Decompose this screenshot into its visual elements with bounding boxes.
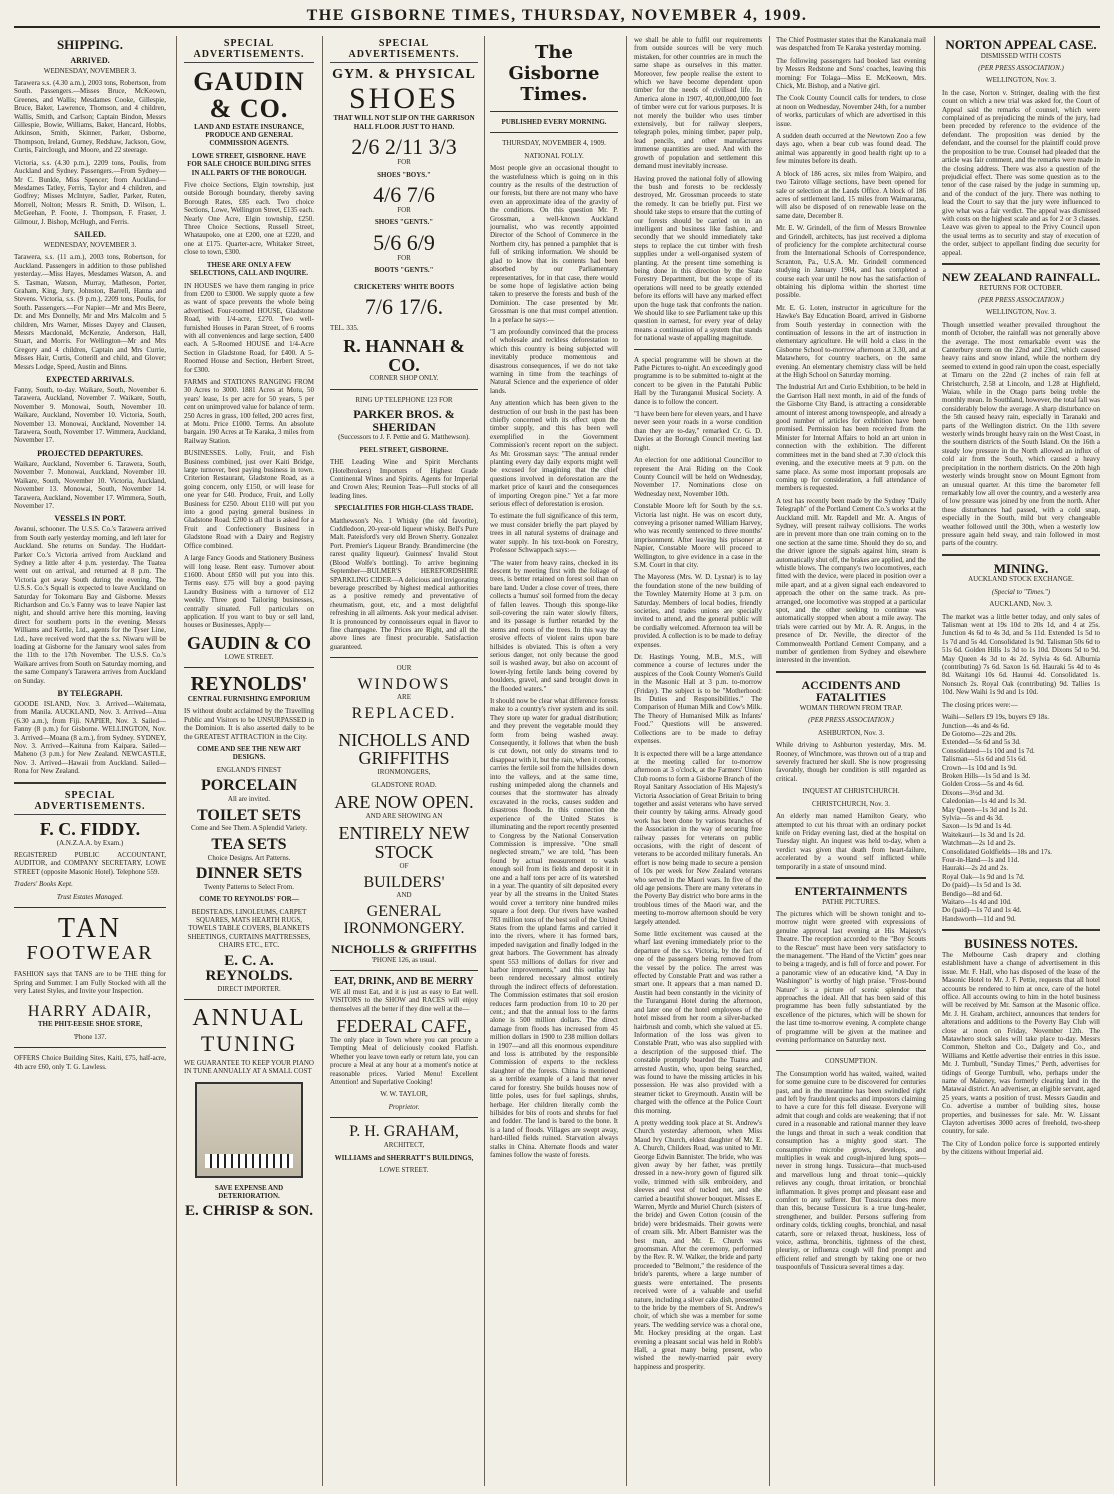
tel: TEL. 335.: [330, 324, 359, 333]
eca-sub: DIRECT IMPORTER.: [217, 985, 281, 994]
prop: Proprietor.: [388, 1102, 420, 1111]
consumption-heading: CONSUMPTION.: [824, 1057, 878, 1066]
masthead: [14, 6, 1100, 28]
spec-text: Matthewson's No. 1 Whisky (the old favorite), Cuddledoon, 20-year-old liqueur whisky. Bell's Pure Malt. Pateisford's very old Brown Sherry. Gonzalez Port. Premier's Liqueur Brandy. Brandimercine (the rarest quality liqueur). Guinness' Invalid Stout (Blood Wolfe's bottling). To arrive beginning September—BULMER'S HEREFORDSHIRE SPARKLING CIDER—A delicious and invigorating beverage prescribed by highest medical authorities as a positive remedy and preventative of rheumatism, gout, etc, and a most delightful refreshing in all ailments. Ask your medical adviser. It is pronounced by connoisseurs equal in flavor to fine champagne. The Prices are Right, and all the above lines are finest procurable. Satisfaction guaranteed.: [330, 516, 478, 651]
business-heading: BUSINESS NOTES.: [964, 936, 1078, 952]
expected-text: Fanny, South, to-day. Waikare, South, November 6. Tarawera, Auckland, November 7. Waikare, South, November 9. Monowai, South, November 10. Waikare, Auckland, November 10. Victoria, South, November 13. Monowai, Auckland, November 14. Tarawera, South, November 17. Wimmera, Auckland, November 17.: [14, 386, 166, 445]
appeal-heading: NORTON APPEAL CASE.: [945, 37, 1097, 52]
news-p1: we shall be able to fulfil our requirements from outside sources will be very much mistaken, for other countries are in much the same shape as ourselves in this matter. Moreover, few people realise the extent to which we have become dependent upon timber for the needs of civilised life. In America alone in 1907, 40,000,000,000 feet of timber were cut for various purposes. It is not merely the builder who uses timber extensively, but for railway sleepers, telegraph poles, mining timber, paper pulp, lead pencils, and other manufactures immense quantities are used. And with the growth of population and settlement this demand must inevitably increase.: [634, 36, 762, 171]
stock-list: [942, 713, 1100, 923]
editorial-p4: To estimate the full significance of this term, we must consider briefly the part played by trees in all natural systems of drainage and water supply. In his text-book on Forestry, Professor Schwappach says:—: [490, 512, 618, 555]
accidents-heading: ACCIDENTS AND FATALITIES: [801, 677, 901, 705]
stock: STOCK: [374, 842, 434, 863]
shoes-text: THAT WILL NOT SLIP ON THE GARRISON HALL FLOOR JUST TO HAND.: [333, 114, 475, 131]
parker: PARKER BROS. & SHERIDAN: [353, 407, 455, 434]
stock-line: Golden Cross—5s and 4s 6d.: [942, 780, 1024, 789]
glad: GLADSTONE ROAD.: [371, 780, 437, 789]
of: OF: [399, 862, 409, 871]
stock-line: Waihi—Sellers £9 19s, buyers £9 18s.: [942, 713, 1049, 722]
news-p2: Having proved the national folly of allowing the bush and forests to be recklessly destroyed, Mr. Grossman proceeds to state the remedy. It can be briefly put. First we should take steps to ensure that the cutting of our forests should be carried on in an intelligent and business like fashion, and secondly that we should immediately take steps to replace the cut timber with fresh supplies under a well-organised system of planting. At the present time something is being done in this direction by the State Forestry Department, but the scope of its operations will need to be greatly extended before its efforts will have any marked effect upon the huge task that confronts the nation. We should like to see Parliament take up this question in earnest, for every year of delay means a continuation of a system that stands for national waste of appalling magnitude.: [634, 174, 762, 343]
for3: FOR: [397, 253, 411, 262]
porcelain: PORCELAIN: [200, 777, 297, 795]
reynolds-see: COME AND SEE THE NEW ART DESIGNS.: [197, 745, 301, 762]
sailed-text: Tarawera, s.s. (11 a.m.), 2003 tons, Robertson, for Auckland. Passengers in addition to those published yesterday.—Miss Hayes, Mesdames Watson, A. and S. Tasman, Watson, Murray, Matheson, Porter, Graham, King, Jury, Johnston, Barrell, Hanna and Stevens. Victoria, s.s. (9 p.m.), 2209 tons, Poulis, for South. Passengers.—For Napier—Mr and Mrs Beere, Dr. and Mrs Donnelly, Mr and Mrs Malcolm and 5 children, Mrs Warner, Misses Dayey and Clausen, Messrs Macdonald, McKenzie, Anderson, Hall, Stuart, and Morris. For Wellington—Mr and Mrs Gregory and 4 children, Captain and Mrs Currie, Misses Hair, Curtis, Cotterill and child, and Glover; Messrs Lodge, Speed, Austin and Binns.: [14, 253, 166, 371]
column-shipping: [14, 36, 166, 1486]
chch-text: An elderly man named Hamilton Geary, who attempted to cut his throat with an ordinary pocket knife on Friday evening last, died at the hospital on Tuesday night. An inquest was held to-day, when a verdict was given that death from heart-failure, accelerated by a wound self inflicted while temporarily in a state of unsound mind.: [776, 812, 926, 871]
stock-line: Handsworth—11d and 9d.: [942, 914, 1016, 923]
expected-heading: EXPECTED ARRIVALS.: [46, 375, 134, 385]
stock-line: Caledonian—1s 4d and 1s 3d.: [942, 797, 1027, 806]
builders: BUILDERS': [363, 873, 445, 891]
arrived-text: Tarawera s.s. (4.30 a.m.), 2003 tons, Robertson, from South. Passengers.—Misses Bruce, McKeown, Greenes, and Wallis; Mesdames Cooke, Gillespie, Bruce, Baker, Lawrence, Thomson, and 4 children, Wallis, Smith, and Carlson; Captain Bindon, Messrs Gillespie, Bowie, Williams, Baker, Hancard, Hobbs, Atkinson, Smith, Skinner, Parker, Osborne, Thompson, Ireland, Gurney, Redshaw, Jackson, Gow, Curtis, Fairclough, and Moore, and 22 steerage.: [14, 79, 166, 155]
dinner-sets: DINNER SETS: [195, 864, 303, 882]
reynolds-sub: CENTRAL FURNISHING EMPORIUM: [187, 695, 311, 704]
column-news: [634, 36, 762, 1486]
dinner-sub: Twenty Patterns to Select From.: [204, 882, 294, 891]
boys: SHOES "BOYS.": [377, 170, 431, 179]
projected-heading: PROJECTED DEPARTURES.: [37, 448, 143, 458]
appeal-text: In the case, Norton v. Stringer, dealing with the first count on which a new trial was asked for, the Court of Appeal said the remarks of counsel, which were complained of as prejudicing the minds of the jury, had been preceded by reference to the evidence of the defendant. The proposition was denied by the defendant, and the counsel for the plaintiff could prove the proposition to be true. Counsel had pleaded that the article was fair comment, and the remarks were made in the closing address. There was also a question of the prejudicial effect. There was some question as to the tenor of the case raised by the judge in summing up, and of the conduct of the jury. There was nothing to lead the Court to say that the jury were influenced to give what was a fair verdict. The appeal was dismissed with costs on the highest scale and as for 2 or 3 classes. Leave was given to appeal to the Privy Council upon the usual terms as to security and stay of execution of the order, subject to appellant finding due security for appeal.: [942, 88, 1100, 257]
paper-title: The Gisborne Times.: [508, 42, 600, 105]
hannah: R. HANNAH & CO.: [343, 335, 465, 375]
divider: [942, 263, 1100, 265]
column-rule: [322, 36, 323, 1486]
local-p4: A sudden death occurred at the Newtown Zoo a few days ago, when a bear cub was found dead. The animal was apparently in good health right up to a few minutes before its death.: [776, 132, 926, 166]
annual: ANNUAL: [192, 1005, 306, 1032]
divider: [942, 929, 1100, 931]
editorial-p5: "The water from heavy rains, checked in its descent by meeting first with the foliage of trees, is better retained on forest soil than on bare land. Under a close cover of trees, there collects a 'humus' soil formed from the decay of fallen leaves. Though this sponge-like soil-covering the rain water slowly filters, and its passage is further retarded by the stems and roots of the trees. In this way the erosive effects of violent rains upon bare hillsides is obviated. This is often a very serious danger, not only because the good soil is washed away, but also on account of lower-lying fertile lands being covered by boulders, gravel, and sand brought down in the flooded waters.": [490, 558, 618, 693]
news-p8: Dr. Hastings Young, M.B., M.S., will commence a course of lectures under the auspices of the Cook County Women's Guild in the Masonic Hall at 3 p.m. to-morrow (Friday). The subject is to be "Motherhood: Its Duties and Responsibilities." The Comparison of Human Milk and Cow's Milk. The Theory of Humanised Milk as Infants' Food." Questions will be answered. Collections are to be made to defray expenses.: [634, 653, 762, 746]
divider: [14, 782, 166, 784]
shipping-heading: SHIPPING.: [56, 37, 124, 52]
arrived-heading: ARRIVED.: [70, 55, 110, 65]
gaudin-text1: LOWE STREET, GISBORNE. HAVE FOR SALE CHOICE BUILDING SITES IN ALL PARTS OF THE BOROUGH.: [187, 151, 311, 177]
mining-text: The market was a little better today, and only sales of Talisman went at 19s 10d to 20s 1d, and 4 at 25s. Junction 4s 6d to 4s 3d, and 5s 11d. Extended 1s 5d to 1s 7d and 5s 4d. Consolidated 1s 9d. Talisman 50s 6d to 51s 6d. Golden Hills 1s 3d to 1s 10d. Dixons 5d to 9d. May Queen 4s 3d to 4s 2d. Sylvia 4s 6d. Alburnia (contributing) 7s 6d. Saxon 1s 6d. Hauraki 5s 4d to 4s 8d. Waitangi 10s 6d. Haunui 4d. Consolidated 1s. Nonsuch 2s. Royal Oak (contributing) 9d. Tallies 1s 10d. New Waihi 1s 9d and 1s 10d.: [942, 612, 1100, 697]
masthead-title: THE GISBORNE TIMES, THURSDAY, NOVEMBER 4, 1909.: [306, 7, 808, 24]
federal-text: The only place in Town where you can procure a Tempting Meal of deliciously cooked Flatfish. Whether you leave town early or return late, you can procure a Meal at any hour at a moment's notice at reasonable prices. Varied Menu! Excellent Attention! and Superlative Cooking!: [330, 1036, 478, 1087]
pathe-text: The pictures which will be shown tonight and to-morrow night were greeted with expressions of genuine approval last evening at His Majesty's Theatre. The reception accorded to the "Boy Scouts to the Rescue" must have been very satisfactory to the management. "The Hand of the Victim" goes near to being a tragedy, and is full of force and power. For a panoramic view of an educative kind, "A Day in Washington" is worthy of high praise. "Frost-bound Nature" is a picture of scenic splendor that approaches the ideal. All that has been said of this programme has been fully substantiated by the excellence of the pictures, which will be shown for the last time to-morrow evening. A complete change of programme will be given at the matinee and evening performance on Saturday next.: [776, 909, 926, 1045]
nicholls: NICHOLLS AND GRIFFITHS: [338, 729, 470, 769]
press-association: (PER PRESS ASSOCIATION.): [808, 716, 894, 725]
tea-sub: Choice Designs. Art Patterns.: [207, 853, 291, 862]
closing: The closing prices were:—: [942, 700, 1018, 709]
specialities: SPECIALITIES FOR HIGH-CLASS TRADE.: [334, 504, 474, 513]
gaudin-text7: A large Fancy Goods and Stationery Business will long lease. Rent easy. Turnover about £1600. About £850 will put you into this. Terms easy. £75 will buy a good paying Laundry Business with a turnover of £12 weekly. Three good Tailoring businesses, centrally situated. Full particulars on application. If you want to buy or sell land, houses or Businesses, Apply—: [184, 554, 314, 630]
ashburton-text: While driving to Ashburton yesterday, Mrs. M. Rooney, of Winchmore, was thrown out of a trap and severely fractured her skull. She is now progressing favorably, though her condition is still regarded as critical.: [776, 741, 926, 783]
gaudin-foot2: LOWE STREET.: [224, 652, 274, 661]
news-p6: Constable Moore left for South by the s.s. Victoria last night. He was on escort duty, conveying a prisoner named William Harvey, who was recently sentenced to three months' imprisonment. After leaving his prisoner at Napier, Constable Moore will proceed to Wellington, to give evidence in a case in the S.M. Court in that city.: [634, 502, 762, 569]
iron: IRONMONGERS,: [377, 768, 431, 777]
news-p3: A special programme will be shown at the Pathe Pictures to-night. An exceedingly good programme is to be submitted to-night at the concert to be given in the Patutahi Public Hall by the Turanganui Musical Society. A dance is to follow the concert.: [634, 355, 762, 406]
stock-line: Bendigo—8d and 6d.: [942, 889, 1003, 898]
news-p4: "I have been here for eleven years, and I have never seen your roads in a worse condition than they are to-day," remarked Cr. G. D. Davies at the Borough Council meeting last night.: [634, 410, 762, 452]
adair-name: HARRY ADAIR,: [27, 1002, 153, 1020]
tuning-text: WE GUARANTEE TO KEEP YOUR PIANO IN TUNE ANNUALLY AT A SMALL COST: [184, 1058, 314, 1076]
published: PUBLISHED EVERY MORNING.: [501, 118, 607, 126]
items-list: BEDSTEADS, LINOLEUMS, CARPET SQUARES, MATS HEARTH RUGS, TOWELS TABLE COVERS, BLANKETS SHEETINGS, CURTAINS MATTRESSES, CHAIRS ETC., ETC.: [187, 907, 311, 950]
fiddy-foot2: Trust Estates Managed.: [56, 892, 124, 901]
cricket: CRICKETERS' WHITE BOOTS: [353, 282, 455, 291]
price3: 5/6 6/9: [373, 229, 435, 255]
graham: P. H. GRAHAM,: [349, 1123, 459, 1141]
stock-line: Extended—5s 6d and 5s 3d.: [942, 738, 1021, 747]
divider: [330, 1117, 478, 1118]
piano-keys: [205, 1154, 293, 1168]
stock-line: Junction—4s and 4s 6d.: [942, 721, 1010, 730]
parker-addr: PEEL STREET, GISBORNE.: [359, 445, 449, 454]
windows: WINDOWS: [357, 675, 451, 693]
eat: EAT, DRINK, AND BE MERRY: [334, 976, 474, 988]
stock-line: Crown—1s 10d and 1s 9d.: [942, 763, 1017, 772]
divider: [942, 554, 1100, 556]
federal: FEDERAL CAFE,: [336, 1016, 472, 1037]
bottom-ad: OFFERS Choice Building Sites, Kaiti, £75, half-acre, 4th acre £60, only T. G. Lawless.: [14, 1054, 166, 1071]
news-p9: It is expected there will be a large attendance at the meeting called for to-morrow afternoon at 3 o'clock, at the Farmers' Union Club rooms to form a Gisborne Branch of the Royal Sanitary Association of His Majesty's Victoria Association of Great Britain to bring together and assist veterans who have served their country by taking arms. Already good work has been done by various branches of the Association in the way of securing free railway passes for veterans on public occasions, with the right of descent of veterans to be accorded military funerals. An effort is now being made to secure a pension of 10s per week for New Zealand veterans who served in the Maori wars. In five of the old age pensions. There are many veterans in the Poverty Bay district who bore arms in the troublous times of the Maori war, and the meeting to-morrow afternoon should be very largely attended.: [634, 749, 762, 926]
nicholls2: NICHOLLS & GRIFFITHS: [331, 942, 477, 957]
local-p5: A block of 186 acres, six miles from Waipiro, and two Tairoto village sections, have been opened for sale or selection at the Lands Office. A block of 186 acres of settlement land, 15 miles from Waimarama, will also be disposed of on renewable lease on the same date, December 8.: [776, 169, 926, 220]
gaudin-title: GAUDIN & CO.: [193, 67, 305, 124]
tea-sets: TEA SETS: [211, 835, 287, 853]
vessels-heading: VESSELS IN PORT.: [54, 514, 126, 524]
eca-reynolds: E. C. A. REYNOLDS.: [205, 952, 293, 985]
divider: [776, 877, 926, 879]
fiddy-text: REGISTERED PUBLIC ACCOUNTANT, AUDITOR, and COMPANY SECRETARY, LOWE STREET (opposite Masonic Hotel). Telephone 559.: [14, 851, 166, 876]
news-p10: Some little excitement was caused at the wharf last evening immediately prior to the departure of the s.s. Victoria, by the fact of one of the passengers being removed from the vessel by the police. The arrest was effected by Constable Pratt and was rather a smart one. It appears that a man named D. Austin had been constantly in the vicinity of the Turanganui Hotel during the afternoon, and later one of the hotel employees of the hotel missed from her room a silver-backed hairbrush and comb, which she valued at £5. Information of the loss was given to Constable Pratt, who was also supplied with a description of the supposed thief. The constable promptly boarded the Tuatea and arrested Austin, who, upon being searched, was found to have the missing articles in his possession. He was also provided with a steamer ticket to Greymouth. Austin will be charged with the offence at the Police Court this morning.: [634, 930, 762, 1115]
stock-line: De Gotomo—22s and 20s.: [942, 729, 1017, 738]
special: (Special to "Times."): [991, 587, 1051, 596]
stock-line: Saxon—1s 9d and 1s 4d.: [942, 822, 1012, 831]
architect: ARCHITECT,: [383, 1141, 425, 1150]
stock-line: Watchman—2s 1d and 2s.: [942, 839, 1016, 848]
wgtn2-dateline: WELLINGTON, Nov. 3.: [986, 308, 1056, 317]
gaudin-text5: FARMS and STATIONS RANGING FROM 30 Acres to 3000. 1881 Acres at Motu, 50 years' lease, 1s per acre for 50 years, 5 per cent on unimproved value for balance of term. 250 Acres in grass, 100 felled, 200 acres first, at Motu. Price £1000. Terms. An absolute bargain. 190 Acres at Te Karaka, 3 miles from Railway Station.: [184, 377, 314, 445]
gaudin-text2: Five choice Sections, Elgin township, just outside Borough boundary, thereby saving Borough Rates, £85 each. Two choice Sections, Lowe, Wellington Street, £135 each. Nearly One Acre, Elgin township, £250. Three Choice Sections, Russell Street, Whataupoko, one at £200, one at £220, and one at £175. Quarter-acre, Whitaker Street, close to town, £300.: [184, 181, 314, 257]
ironmongery: IRONMONGERY.: [343, 919, 465, 937]
adair-shop: THE PHIT-EESIE SHOE STORE,: [37, 1020, 143, 1029]
ashburton-dateline: ASHBURTON, Nov. 3.: [817, 728, 885, 737]
special-ads-heading: SPECIAL ADVERTISEMENTS.: [184, 38, 314, 63]
price1: 2/6 2/11 3/3: [351, 134, 457, 159]
toilet-sub: Come and See Them. A Splendid Variety.: [191, 824, 307, 833]
stock-line: Do (paid)—1s 7d and 1s 4d.: [942, 906, 1022, 915]
gaudin-foot: GAUDIN & CO: [187, 632, 311, 653]
telegraph-heading: BY TELEGRAPH.: [57, 689, 123, 699]
news-p7: The Mayoress (Mrs. W. D. Lysnar) is to lay the foundation stone of the new building of the Townley Maternity Home at 3 p.m. on Saturday. Members of local bodies, friendly societies, and trades unions are specially invited to attend, and the general public will be cordially welcomed. Afternoon tea will be provided. A collection is to be made to defray expenses.: [634, 573, 762, 649]
column-editorial: [490, 36, 618, 1486]
parker-sub: (Successors to J. F. Pettie and G. Matthewson).: [338, 433, 470, 442]
local-p9: A test has recently been made by the Sydney "Daily Telegraph" of the Portland Cement Co.'s works at the Auckland mill. Mr. Rapdell and Mr. A. Angus of Sydney, will present railway collisions. The works are in prevent more than one train coming on to the one section at the same time. Should they do so, and the driver ignore the signals against him, steam is automatically shut off, the brakes are applied, and the whistle blows. The company's two locomotives, each fitted with the device, were placed in position over a mile apart, and at a given signal each endeavored to approach the other on the same track. As pre-arranged, one locomotive was stopped at a particular spot, and the other seeking to continue was automatically stopped when about a mile away. The trials were carried out by Mr. A. R. Angus, in the presence of Dr. Neville, the director of the Commonwealth Portland Cement Company, and a number of gentlemen from Sydney and elsewhere interested in the invention.: [776, 496, 926, 665]
telegraph-text: GOODE ISLAND, Nov. 3. Arrived—Waitemata, from Manila. AUCKLAND, Nov. 3. Arrived—Atua (6.30 a.m.), from Fiji. NAPIER, Nov. 3. Sailed—Fanny (8 p.m.) for Gisborne. WELLINGTON, Nov. 3. Arrived—Moana (8 a.m.), from Sydney. SYDNEY, Nov. 3. Arrived—Kaituna from Kaipara. Sailed—Maheno (3 p.m.) for New Zealand. NEWCASTLE, Nov. 3. Arrived—Hawaii from Auckland. Sailed—Rona for New Zealand.: [14, 700, 166, 776]
entirely: ENTIRELY NEW: [338, 823, 470, 844]
parker-text: THE Leading Wine and Spirit Merchants (Hotelbrokers) Importers of Highest Grade Continental Wines and Spirits. Agents for Imperial and Crown Ales; Reunion Teas—Full stocks of all leading lines.: [330, 458, 478, 500]
open: ARE NOW OPEN.: [334, 792, 474, 813]
gaudin-text6: BUSINESSES. Lolly, Fruit, and Fish Business combined, just over Kaiti Bridge, large turnover, best paying business in town. Criterion Restaurant, Gladstone Road, as a going concern, only £150, or will lease for one year for £40. Produce, Fruit, and Lolly Business for £250. About £110 will put you into a good paying general business in Gladstone Road. £200 is all that is asked for a Fruit and Confectionery Business in Gladstone Road with a Dairy and Registry Office combined.: [184, 449, 314, 550]
local-p2: The following passengers had booked last evening by Messrs Redstone and Sons' coaches, leaving this morning: For Tolaga—Miss E. McKeown, Mrs. Chick, Mr. Bishop, and a Native girl.: [776, 56, 926, 91]
local-p1: The Chief Postmaster states that the Kanakanaia mail was despatched from Te Karaka yesterday morning.: [776, 36, 926, 53]
local-p6: Mr. E. W. Grindell, of the firm of Messrs Brownlee and Grindell, architects, has just received a diploma of proficiency for the complete architectural course from the International Schools of Correspondence, Scranton, Pa., U.S.A. Mr. Grindell commenced studying in January 1904, and has completed a course each year until he now has the satisfaction of obtaining his diploma within the shortest time possible.: [776, 224, 926, 300]
column-rule: [484, 36, 485, 1486]
stock-line: Consolidated—1s 10d and 1s 7d.: [942, 746, 1035, 755]
projected-text: Waikare, Auckland, November 6. Tarawera, South, November 7. Monowai, Auckland, November 10. Waikare, South, November 10. Victoria, Auckland, November 13. Monowai, South, November 14. Tarawera, Auckland, November 17. Wimmera, South, November 17.: [14, 459, 166, 510]
akl-dateline: AUCKLAND, Nov. 3.: [989, 600, 1053, 609]
england: ENGLAND'S FINEST: [216, 765, 282, 774]
entertainments-heading: ENTERTAINMENTS: [794, 883, 908, 898]
woman-heading: WOMAN THROWN FROM TRAP.: [799, 704, 903, 713]
inquest-heading: INQUEST AT CHRISTCHURCH.: [802, 787, 900, 796]
victoria-text: Victoria, s.s. (4.30 p.m.), 2209 tons, Poulis, from Auckland and Sydney. Passengers.—From Sydney—Mr C. Bunkle, Miss Spencer; from Auckland—Mesdames Tatley, Ferris, Taylor and 4 children, and Godfrey; Misses McIntyre, Sadler, Parker, Ruten, Morrell, Nolton; Messrs R. Smith, D. Wilson, L. McGeehan, P. Foote, J. Thompson, F. Fraser, J. Gilmour, J. Bishop, McHugh, and Ferris.: [14, 158, 166, 226]
divider: [330, 970, 478, 971]
wgtn-dateline: WELLINGTON, Nov. 3.: [986, 76, 1056, 85]
fiddy-foot1: Traders' Books Kept.: [14, 880, 73, 889]
special-ads-heading: SPECIAL ADVERTISEMENTS.: [14, 790, 166, 815]
local-p3: The Cook County Council calls for tenders, to close at noon on Wednesday, November 24th, for a number of works, particulars of which are advertised in this issue.: [776, 94, 926, 128]
come-to: COME TO REYNOLDS' FOR—: [199, 895, 299, 904]
local-p8: The Industrial Art and Curio Exhibition, to be held in the Garrison Hall next month, in aid of the funds of the Gisborne City Band, is attracting a considerable amount of interest among townspeople, and already a good number of articles for exhibition have been promised. Permission has been received from the Minister for Internal Affairs to hold an art union in connection with the exhibition. The different committees met in the band shed at 7.30 o'clock this evening, and the executive meets at 9 p.m. on the same place. As some most important proposals are coming up for consideration, a full attendance of members is requested.: [776, 383, 926, 493]
our: OUR: [396, 664, 412, 673]
special-ads-heading: SPECIAL ADVERTISEMENTS.: [330, 38, 478, 63]
editorial-p6: It should now be clear what difference forests make to a country's river system and its soil. They store up water for gradual distribution; and they prevent the vegetable mould they form from being washed away. Consequently, it follows that when the bush is cut down, not only do streams tend to disappear with it, but the rain, when it comes, carries the fertile soil from the hillsides down into the valleys, and at the same time, rushing unimpeded along the channels and courses that the stormwater has already excavated in the rocks, causes sudden and disastrous floods. In this connection the experience of the United States is illuminating and the report recently presented to Congress by the National Conservation Commission is impressive. "One small neglected stream," we are told, "has been found by actual measurement to wash enough soil from its fields and deposit it in one and a half tons per acre of its watershed in a year. The quantity of silt deposited every year by all the streams in the United States would cover a territory nine hundred miles square a foot deep. Our rivers have washed 783 million tons of the best soil of the United States from the upland farms and carried it into the rivers, where it has formed bars, impeded navigation and finally lodged in the great harbors. The Government has already spent 553 millions of dollars for river and harbor improvements," and this outlay has been rendered necessary almost entirely through the indirect effects of deforestation. The Commission estimates that soil erosion reduces farm production from 10 to 20 per cent.; and that the annual loss to the farms alone is 500 million dollars. The direct damage from floods has increased from 45 million dollars in 1900 to 238 million dollars in 1907—and all this enormous expenditure and loss is attributed by the responsible Commission of experts to the reckless slaughter of the forests. China is mentioned as a terrible example of a land that never cared for forestry. She builds houses now of little poles, uses for fuel saplings, shrubs, herbage. Her children literally comb the hillsides for bits of roots and shrubs for fuel and fodder. The land is bared to the bone. It is a land of floods. Villages are swept away, hard-tilled fields ruined. Starvation always stalks in China. Alternate floods and water famines follow the waste of forests.: [490, 697, 618, 1159]
porcelain-sub: All are invited.: [227, 795, 271, 804]
divider: [490, 132, 618, 133]
eat-text: WE all must Eat, and it is just as easy to Eat well. VISITORS to the SHOW and RACES will enjoy themselves all the better if they dine well at the—: [330, 987, 478, 1013]
dismissed: DISMISSED WITH COSTS: [980, 51, 1062, 60]
mining-heading: MINING.: [993, 560, 1049, 576]
news-p5: An election for one additional Councillor to represent the Arai Riding on the Cook County Council will be held on Wednesday, November 17. Nominations close on Wednesday next, November 10th.: [634, 456, 762, 498]
stock-line: Hauraki—2s 2d and 2s.: [942, 864, 1009, 873]
returns: RETURNS FOR OCTOBER.: [979, 283, 1063, 292]
divider: [14, 907, 166, 908]
divider: [184, 999, 314, 1000]
stock-line: Waitaro—1s 4d and 10d.: [942, 898, 1012, 907]
gaudin-text3: THESE ARE ONLY A FEW SELECTIONS, CALL AND INQUIRE.: [189, 260, 309, 278]
vessels-text: Awanui, schooner. The U.S.S. Co.'s Tarawera arrived from South early yesterday morning, and left later for Auckland. She returns on Sunday. The Huddart-Parker Co.'s Victoria arrived from Auckland and Sydney a little after 4 p.m. yesterday. The Tuatea went out on arrival, and returned at 8 p.m. The Victoria got away South during the evening. The U.S.S. Co.'s Squall is expected to leave Auckland on Saturday for Tokomaru Bay and Gisborne. Messrs Richardson and Co.'s Fanny was to leave Napier last night, and should arrive here this morning, leaving direct for southern ports in the evening. Messrs Williams and Kettle, Ltd., agents for the Tyser Line, Ltd., have received word that the s.s. Niwaru will be loading at Gisborne for the January wool sales from the 11th to the 17th November. The U.S.S. Co.'s Waikare arrives from South on Saturday morning, and the same Company's Tarawera arrives from Auckland on Sunday.: [14, 525, 166, 685]
leader-title: NATIONAL FOLLY.: [524, 151, 584, 160]
toilet-sets: TOILET SETS: [197, 806, 301, 824]
business-text: The Melbourne Cash drapery and clothing establishment have a change of advertisement in this issue. Mr. F. Hall, who has disposed of the lease of the Masonic Hotel to Mr. J. F. Pettie, requests that all hotel accounts be rendered to him at once, care of the hotel office. All accounts owing to him in the hotel business will be received by Mr. Samson at the Masonic office. Mr. J. H. Graham, architect, announces that tenders for alterations and additions to the Poverty Bay Club will close at noon on Friday, November 12th. The Matawhero stock sales will take place to-day. Messrs Common, Shelton and Co., Dalgety and Co., and Williams and Kettle advertise their entries in this issue. Mr. J. Turnbull, "Sunday Times," Perth, advertises for tidings of George Turnbull, who, perhaps under the name of Maloney, was formerly clearing land in the Matawai district. An advertiser, an eligible servant, aged 25 years, wants a position of trust. Messrs Gaudin and Co. advertise a number of building sites, house properties, and businesses for sale. Mr. W. Lissant Clayton advertises 3000 acres of freehold, two-sheep country, for sale.: [942, 950, 1100, 1136]
general: GENERAL: [366, 902, 442, 920]
chch-dateline: CHRISTCHURCH, Nov. 3.: [812, 799, 890, 808]
fiddy-name: F. C. FIDDY.: [39, 818, 141, 839]
editorial-p3: Any attention which has been given to the destruction of our bush in the past has been chiefly concerned with its effect upon the timber supply, and this has been well exemplified in the Government Commission's recent report on the subject. As Mr. Grossman says: "The annual render planting every day daily exports might well be excused for imagining that the chief questions involved in deforestation are the market price of kauri and the consequences of importing Oregon pine." Yet a far more serious effect of deforestation is erosion.: [490, 399, 618, 509]
divider: [776, 1050, 926, 1051]
divider: [14, 1047, 166, 1048]
column-telegrams: [942, 36, 1100, 1486]
column-rule: [626, 36, 627, 1486]
editorial-p2: "I am profoundly convinced that the process of wholesale and reckless deforestation to which this country is being subjected will inevitably produce momentous and disastrous consequences, if we do not take warning in time from the teachings of Natural Science and the experience of older lands.: [490, 327, 618, 395]
shoes-heading: SHOES: [348, 81, 460, 115]
adair-phone: 'Phone 137.: [73, 1032, 107, 1041]
column-gaudin: [184, 36, 314, 1486]
stock-line: Royal Oak—1s 9d and 1s 7d.: [942, 872, 1025, 881]
divider: [184, 667, 314, 668]
stock-line: Waitekauri—1s 3d and 1s 2d.: [942, 830, 1025, 839]
price4: 7/6 17/6.: [364, 294, 444, 320]
tan-title: TAN: [57, 913, 123, 945]
stock-line: Talisman—51s 6d and 51s 6d.: [942, 755, 1027, 764]
pathe-heading: PATHE PICTURES.: [822, 897, 880, 906]
column-local: [776, 36, 926, 1486]
column-rule: [769, 36, 770, 1486]
sailed-heading: SAILED.: [74, 229, 106, 239]
editorial-p1: Most people give an occasional thought to the wastefulness which is going on in this country as the results of the destruction of our forests, but there are not many who have even an approximate idea of the gravity of the conditions. On this question Mr. P. Grossman, a well-known Auckland journalist, who was recently appointed Director of the School of Commerce in the Northern city, has penned a pamphlet that is full of striking information. We should be glad to know that its contents had been absorbed by our Parliamentary representatives, for in that case, there would be some hope of legislative action being taken to preserve the forests and bush of the Dominion. The case presented by Mr. Grossman is one that must compel attention. In a preface he says:—: [490, 164, 618, 324]
consumption-text: The Consumption world has waited, waited, waited for some genuine cure to be discovered for centuries past, and in the meantime has been swindled right and left by fraudulent quacks and impostors claiming to have a cure for this fell disease. Everyone will admit that cough and colds are weakening; that if not cured in a reasonable and rational manner they leave the lungs and throat in such a weak condition that consumption has a mighty good start. The consumptive microbe grows, develops, and multiplies in weak and cough-injured lung spots—never in strong lungs. Tussicura—that much-used and marvellous lung and throat tonic—quickly relieves any cough, throat irritation, or bronchial inflammation. It gives prompt and pleasant ease and comfort to any sufferer. But Tussicura does more than this, because Tussicura is a true lung-healer, strengthener, and builder. Persons suffering from ordinary colds, tickling coughs, bronchial, and nasal catarrh, sore or relaxed throat, huskiness, loss of voice, asthma, bronchitis, tightness of the chest, pleurisy, or influenza cough will find prompt and efficient relief and strength by taking one or two teaspoonfuls of Tussicura several times a day.: [776, 1069, 926, 1272]
stock-line: Sylvia—5s and 4s 3d.: [942, 813, 1004, 822]
gaudin-text4: IN HOUSES we have them ranging in price from £200 to £3000. We supply quote a few as want of space prevents the whole being advertised. Four-roomed HOUSE, Gladstone Road, with 1/4-acre, £270. Two well-furnished Houses in Paran Street, of 6 rooms with all conveniences and large section, £400 each. A 5-Roomed HOUSE and 1/4-Acre Section in Gladstone Road, for £400. A 5-Roomed House and Section, Herbert Street, for £300.: [184, 281, 314, 374]
tan-text: FASHION says that TANS are to be THE thing for Spring and Summer. I am Fully Stocked with all the very Latest Styles, and Invite your Inspection.: [14, 970, 166, 996]
gaudin-sub: LAND AND ESTATE INSURANCE, PRODUCE AND GENERAL COMMISSION AGENTS.: [194, 122, 304, 148]
stock-line: May Queen—1s 3d and 1s 2d.: [942, 805, 1028, 814]
showing: AND ARE SHOWING AN: [365, 812, 443, 821]
press-association: (PER PRESS ASSOCIATION.): [978, 295, 1064, 304]
sailed-date: WEDNESDAY, NOVEMBER 3.: [43, 240, 137, 249]
and: AND: [396, 891, 412, 900]
gents2: BOOTS "GENTS.": [374, 266, 434, 275]
gents1: SHOES "GENTS.": [374, 218, 434, 227]
divider: [330, 657, 478, 658]
taylor: W. W. TAYLOR,: [380, 1090, 428, 1099]
divider: [330, 389, 478, 390]
ring: RING UP TELEPHONE 123 FOR: [355, 395, 453, 404]
rainfall-heading: NEW ZEALAND RAINFALL.: [942, 269, 1100, 284]
divider: [490, 111, 618, 112]
news-p11: A pretty wedding took place at St. Andrew's Church yesterday afternoon, when Miss Maud Ivy Church, eldest daughter of Mr. E. A. Church, Childers Road, was united to Mr. George Edwin Bannister. The bride, who was given away by her father, was prettily dressed in a new-ivory gown of figured silk voile, trimmed with silk embroidery, and sleeves and vest of tucked net, and she carried a beautiful shower bouquet. Misses E. Warren, Myrtle and Muriel Church (sisters of the bride) and Gwen Cotton (cousin of the bride) were bridesmaids. Their gowns were of cream silk. Mr. Albert Bannister was the best man, and Mr. E. Church was groomsman. After the ceremony, performed by the Rev. R. W. Walker, the bride and party proceeded to "Belmont," the residence of the bride's parents, where a large number of guests were entertained. The presents received were of a valuable and useful nature, including a silver cake dish, presented to the bride by the members of St. Andrew's choir, of which she was a member for some years. The wedding service was a choral one, Mr. Hockey presiding at the organ. Last evening a pleasant social was held in Robb's Hall, a great many being present, who wished the newly-married pair every happiness and prosperity.: [634, 1118, 762, 1371]
london-text: The City of London police force is supported entirely by the citizens without Imperial aid.: [942, 1139, 1100, 1157]
rain-text: Though unsettled weather prevailed throughout the month of October, the rainfall was not generally above the average. The most remarkable event was the Canterbury storm on the 22nd and 23rd, which caused heavy rains and snow inland, while the northern dry seemed to extend in good rain upon the coast, especially at Timaru on the 22nd (2 inches of rain fell at Christchurch, 2.58 at Lincoln, and 1.28 at Highfield, Waiau, while in the Otago parts being treble the monthly mean. In Southland, however, the total fall was considerably below the average. A sharp disturbance on the 5th caused heavy rain, especially in Taranaki and parts of the Wellington district. On the 11th severe westerly winds brought heavy rain on the West Coast, in the southern districts of the South Island. On the 16th a steady low pressure in the North allowed an influx of cold air from the South, which caused a heavy precipitation in the northern districts. On the 20th high westerly winds brought snow on Mount Egmont from an unusual quarter. At this time the barometer fell remarkably low all over the country, and a westerly area of low pressure was joined by one from the north. After these disturbances had passed, with a cold snap, especially in the South, mild but very changeable weather followed until the 30th, when a westerly low pressure again held sway, and rain followed in most parts of the country.: [942, 320, 1100, 548]
lowe: LOWE STREET.: [379, 1165, 429, 1174]
tuning: TUNING: [200, 1030, 298, 1056]
column-shoes: [330, 36, 478, 1486]
press-association: (PER PRESS ASSOCIATION.): [978, 64, 1064, 73]
local-p7: Mr. E. G. Loten, instructor in agriculture for the Hawke's Bay Education Board, arrived in Gisborne from South yesterday in connection with the continuation of lessons in the art of instruction in elementary agriculture. He will hold a class in the Gisborne School to-morrow afternoon at 3.30, and at Matawhero, for country teachers, on the same evening. An elementary chemistry class will be held at the High School on Saturday morning.: [776, 303, 926, 380]
reynolds-text: IS without doubt acclaimed by the Travelling Public and Visitors to be UNSURPASSED in the Dominion. It is also asserted daily to be the GREATEST ATTRACTION in the City.: [184, 707, 314, 741]
divider: [776, 671, 926, 673]
stock-line: Do (paid)—1s 5d and 1s 3d.: [942, 881, 1022, 890]
column-rule: [176, 36, 177, 1486]
tan-sub: FOOTWEAR: [26, 942, 154, 965]
editorial-date: THURSDAY, NOVEMBER 4, 1909.: [502, 139, 606, 148]
replaced: REPLACED.: [351, 704, 457, 722]
for2: FOR: [397, 206, 411, 214]
phone: 'PHONE 126, as usual.: [371, 956, 437, 965]
piano-illustration: [195, 1082, 303, 1178]
price2: 4/6 7/6: [373, 181, 435, 207]
chrisp: E. CHRISP & SON.: [185, 1203, 313, 1220]
column-rule: [934, 36, 935, 1486]
gym-heading: GYM. & PHYSICAL: [332, 67, 476, 82]
divider: [634, 349, 762, 350]
exchange-heading: AUCKLAND STOCK EXCHANGE.: [968, 575, 1074, 584]
stock-line: Four-in-Hand—1s and 11d.: [942, 856, 1020, 864]
save-expense: SAVE EXPENSE AND DETERIORATION.: [214, 1183, 284, 1200]
bldgs: WILLIAMS and SHERRATT'S BUILDINGS,: [334, 1153, 474, 1162]
are: ARE: [397, 693, 411, 702]
for1: FOR: [397, 158, 411, 167]
stock-line: Dixons—3½d and 3d.: [942, 788, 1004, 797]
stock-line: Consolidated Goldfields—18s and 17s.: [942, 847, 1053, 856]
reynolds-title: REYNOLDS': [190, 673, 308, 696]
stock-line: Broken Hills—1s 5d and 1s 3d.: [942, 771, 1031, 780]
hannah-sub: CORNER SHOP ONLY.: [369, 374, 439, 383]
arrived-date: WEDNESDAY, NOVEMBER 3.: [43, 66, 137, 75]
fiddy-sub: (A.N.Z.A.A. by Exam.): [56, 838, 124, 847]
